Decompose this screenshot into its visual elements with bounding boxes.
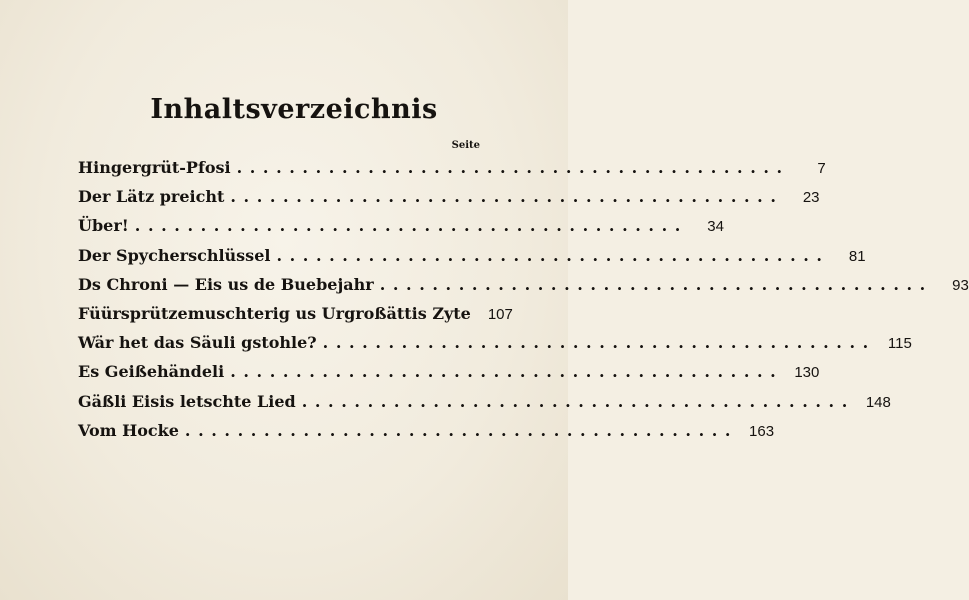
toc-entry [78,362,820,391]
toc-entry-page: 163 [749,422,775,440]
dot-leader: .......................................... [379,274,933,294]
toc-entry-title: Ds Chroni — Eis us de Buebejahr [78,274,374,294]
toc-entry-page: 34 [707,218,724,236]
toc-entry [78,303,513,333]
toc-entry [78,391,891,421]
toc-entry-title: Es Geißehändeli [78,362,225,382]
toc-entry-title: Vom Hocke [78,420,179,440]
toc-entry [78,216,724,245]
dot-leader: .......................................... [134,216,688,236]
dot-leader: .......................................... [276,245,830,265]
toc-entry-page: 148 [865,393,891,411]
dot-leader: .......................................... [184,420,739,440]
toc-entry [78,420,775,450]
toc-entry [78,187,820,216]
toc-entry [78,158,826,187]
page-column-label: Seite [451,140,480,151]
dot-leader: .......................................... [230,362,784,382]
dot-leader: .......................................... [322,333,876,353]
toc-entry-title: Wär het das Säuli gstohle? [78,333,317,353]
toc-entry-page: 107 [487,305,513,323]
toc-entry-page: 23 [802,189,820,207]
dot-leader: .......................................... [236,158,790,177]
toc-entry [78,245,866,275]
toc-entry-title: Hingergrüt-Pfosi [78,158,231,177]
toc-entry-title: Der Lätz preicht [78,187,225,207]
toc-entry-page: 81 [848,247,866,265]
toc-entry-page: 93 [952,276,969,294]
toc-entry-title: Gäßli Eisis letschte Lied [78,391,296,411]
table-of-contents [78,158,969,450]
page-title: Inhaltsverzeichnis [150,94,438,125]
dot-leader: .......................................... [230,187,784,207]
dot-leader: .......................................... [301,391,855,411]
toc-entry-title: Der Spycherschlüssel [78,245,271,265]
toc-entry-title: Über! [78,216,129,236]
toc-entry-page: 130 [794,364,820,382]
toc-entry [78,274,969,304]
toc-entry-title: Füürsprützemuschterig us Urgroßättis Zyte [78,303,471,323]
toc-entry-page: 7 [817,160,826,177]
toc-entry [78,333,912,362]
toc-entry-page: 115 [887,335,912,353]
